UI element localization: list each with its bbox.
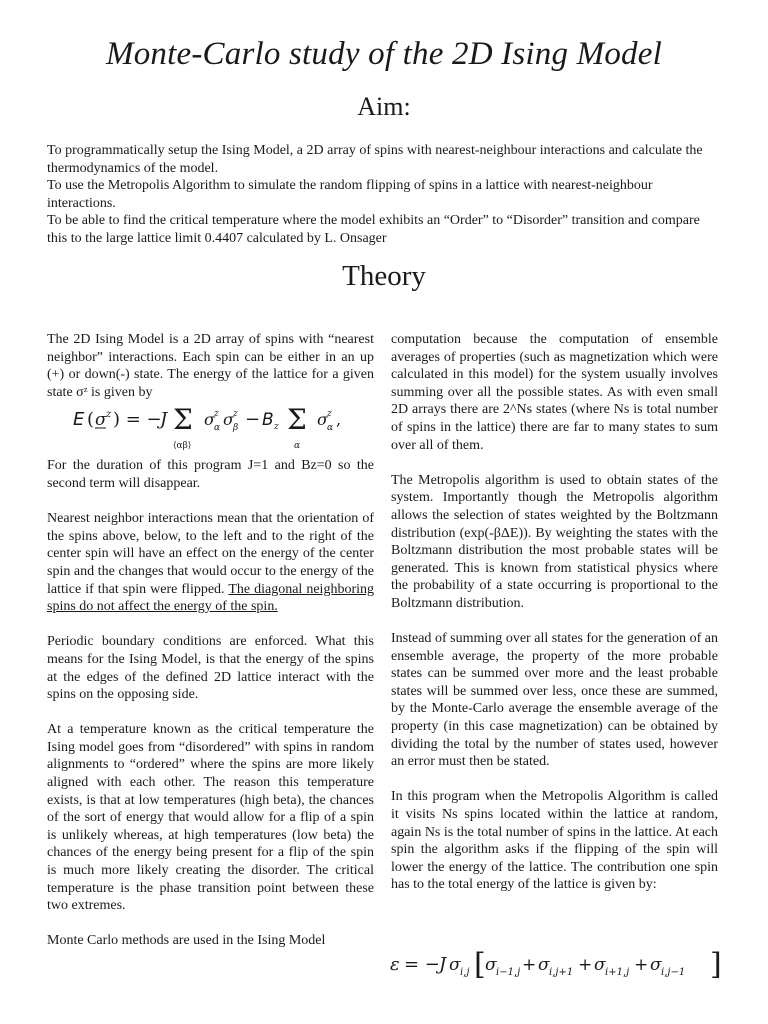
aim-section — [47, 142, 719, 248]
svg-text:⟨αβ⟩: ⟨αβ⟩ — [173, 441, 192, 452]
theory-paragraph: The Metropolis algorithm is used to obtain states of the system. Importantly though the Metropolis algorithm allows the selection of states weighted by the Boltzmann distribution (exp(-βΔE)). By weighting the states with the Boltzmann distribution the most probable states will be generated. This is known from statistical physics where the probability of a state occurring is proportional to the Boltzmann distribution. — [391, 472, 718, 611]
svg-text:) = −: ) = − — [113, 409, 162, 431]
svg-text:+: + — [522, 955, 537, 975]
svg-text:σ: σ — [594, 955, 606, 975]
theory-paragraph — [47, 510, 374, 616]
spin-energy-equation — [388, 944, 728, 989]
energy-equation — [47, 403, 374, 453]
page-title: Monte-Carlo study of the 2D Ising Model — [106, 36, 662, 72]
aim-heading: Aim: — [357, 92, 411, 121]
theory-paragraph: Instead of summing over all states for the generation of an ensemble average, the property of the more probable states can be summed over more and the least probable states will be summed over less, once these are summed, by the Monte-Carlo average the ensemble average of the property (in this case magnetization) can be obtained by dividing the total by the number of states used, however an error must then be stated. — [391, 631, 718, 770]
theory-paragraph: Monte Carlo methods are used in the Ising Model — [47, 933, 326, 949]
svg-text:−: − — [245, 409, 261, 431]
svg-text:σ: σ — [204, 410, 215, 430]
svg-text:i,j: i,j — [460, 967, 470, 978]
svg-text:σ: σ — [317, 410, 328, 430]
svg-text:σ: σ — [95, 410, 107, 431]
aim-paragraph: To use the Metropolis Algorithm to simulate the random flipping of spins in a lattice with nearest-neighbour interactions. — [47, 178, 653, 211]
svg-text:ε: ε — [390, 954, 400, 975]
theory-right-column — [391, 331, 718, 894]
theory-paragraph: At a temperature known as the critical temperature the Ising model goes from “disordered” with spins in random alignments to “ordered” where the spins are more likely aligned with each other. The reason this temperature exists, is that at low temperatures (high beta), the chances of the sort of energy that would allow for a flip of a spin is unlikely whereas, at high temperatures (low beta) the chances of the energy being present for a flip of the spin is much more likely creating the disorder. The critical temperature is the phase transition point between these two extremes. — [47, 722, 374, 914]
theory-paragraph: In this program when the Metropolis Algorithm is called it visits Ns spins located within the lattice at random, again Ns is the total number of spins in the lattice. At each spin the algorithm asks if the flipping of the spin will lower the energy of the lattice. The contribution one spin has to the total energy of the lattice is given by: — [391, 789, 718, 893]
svg-text:(: ( — [87, 409, 95, 431]
svg-text:z: z — [233, 409, 238, 420]
svg-text:i+1,j: i+1,j — [605, 967, 630, 978]
theory-paragraph — [47, 331, 374, 401]
aim-paragraph: To programmatically setup the Ising Model, a 2D array of spins with nearest-neighbour interactions and calculate the thermodynamics of the model. — [47, 143, 703, 176]
svg-text:i,j−1: i,j−1 — [661, 967, 686, 978]
svg-text:z: z — [106, 409, 112, 421]
theory-paragraph: Periodic boundary conditions are enforced. What this means for the Ising Model, is that the energy of the spins at the edges of the defined 2D lattice interact with the spins on the opposing side. — [47, 634, 374, 703]
svg-text:J: J — [439, 954, 447, 975]
aim-paragraph: To be able to find the critical temperature where the model exhibits an “Order” to “Disorder” transition and compare this to the large lattice limit 0.4407 calculated by L. Onsager — [47, 213, 700, 246]
svg-text:σ: σ — [449, 955, 461, 975]
svg-text:B: B — [262, 410, 274, 431]
theory-left-column — [47, 331, 374, 968]
svg-text:σ: σ — [650, 955, 662, 975]
svg-text:σ: σ — [538, 955, 550, 975]
spin-energy-equation-graphic — [388, 944, 728, 984]
svg-text:E: E — [73, 409, 85, 431]
svg-text:[: [ — [474, 947, 486, 982]
svg-text:z: z — [274, 422, 279, 433]
theory-paragraph: For the duration of this program J=1 and Bz=0 so the second term will disappear. — [47, 458, 374, 491]
svg-text:β: β — [233, 423, 239, 434]
svg-text:J: J — [160, 409, 168, 431]
theory-text: Nearest neighbor interactions mean that the orientation of the spins above, below, to the left and to the right of the center spin will have an effect on the energy of the center spin and the changes that would occur to the energy of the lattice if that spin were flipped. — [47, 511, 374, 597]
svg-text:Σ: Σ — [173, 403, 193, 437]
svg-text:,: , — [336, 410, 342, 430]
svg-text:z: z — [327, 409, 332, 420]
svg-text:α: α — [327, 423, 334, 434]
svg-text:z: z — [214, 409, 219, 420]
underlined-note: The diagonal neighboring spins do not affect the energy of the spin. — [47, 581, 374, 615]
svg-text:+: + — [634, 955, 649, 975]
svg-text:σ: σ — [485, 955, 497, 975]
theory-heading: Theory — [342, 260, 426, 292]
theory-paragraph: computation because the computation of ensemble averages of properties (such as magnetization which were calculated in this model) for the system usually involves summing over all the possible states. As with even small 2D arrays there are 2^Ns states (where Ns is total number of spins in the lattice) there are far to many states to sum over all of them. — [391, 332, 718, 453]
svg-text:σ: σ — [223, 410, 234, 430]
svg-text:Σ: Σ — [287, 403, 307, 437]
svg-text:]: ] — [710, 947, 722, 982]
energy-equation-graphic — [47, 403, 374, 453]
svg-text:= −: = − — [404, 954, 440, 975]
svg-text:+: + — [578, 955, 593, 975]
svg-text:α: α — [294, 441, 301, 452]
svg-text:i,j+1: i,j+1 — [549, 967, 574, 978]
svg-text:α: α — [214, 423, 221, 434]
theory-text: The 2D Ising Model is a 2D array of spins with “nearest neighbor” interactions. Each spin can be either in an up (+) or down(-) state. The energy of the lattice for a given state σᶻ is given by — [47, 332, 374, 400]
svg-text:i−1,j: i−1,j — [496, 967, 521, 978]
